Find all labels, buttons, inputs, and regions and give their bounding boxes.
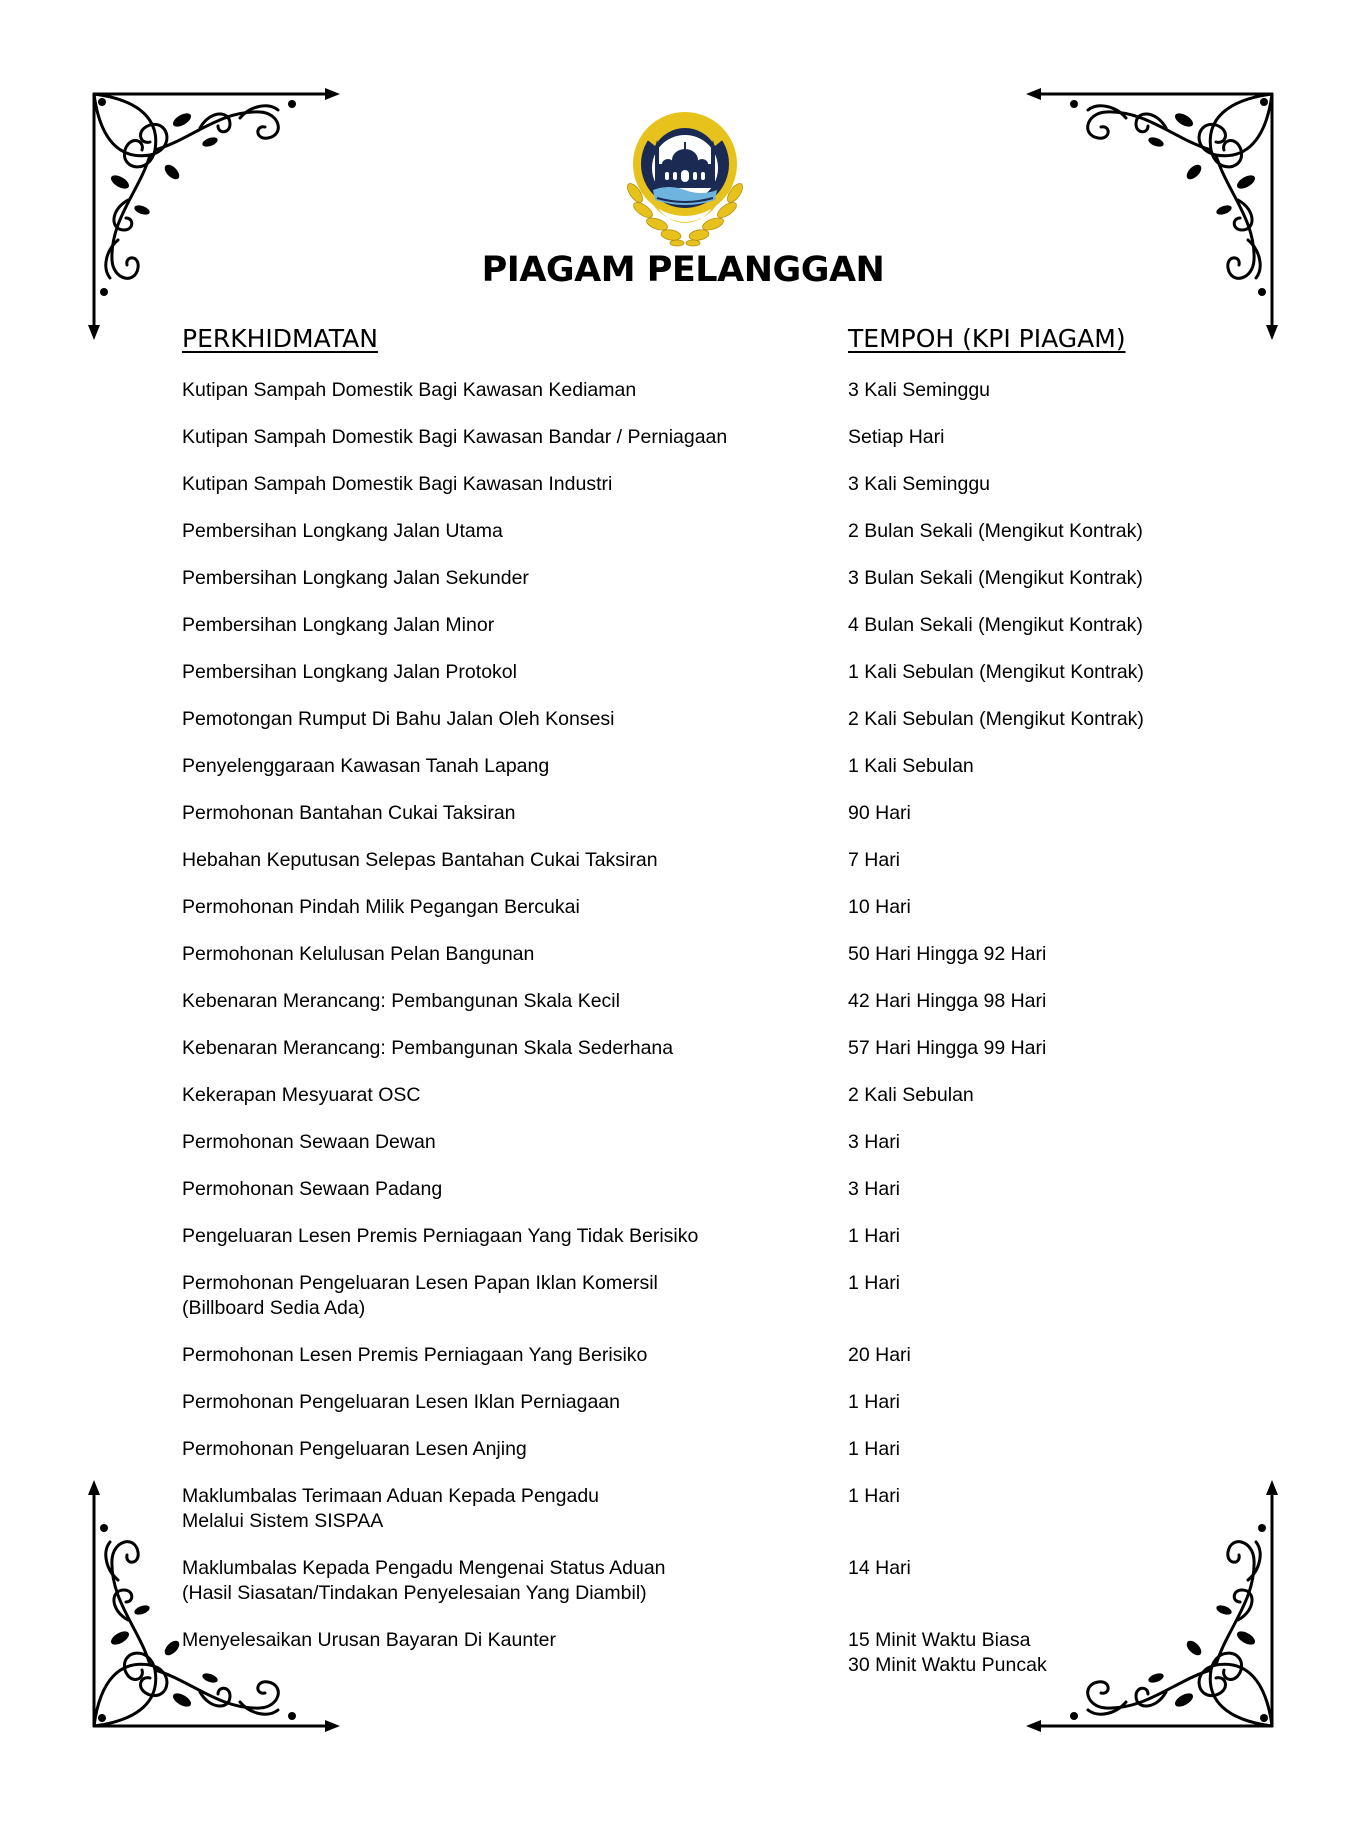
- kpi-text: 1 Hari: [848, 1391, 901, 1413]
- list-item: [0, 1437, 1366, 1462]
- service-text: Pembersihan Longkang Jalan Protokol: [182, 661, 517, 683]
- kpi-text: 57 Hari Hingga 99 Hari: [848, 1037, 1047, 1059]
- service-text: Kebenaran Merancang: Pembangunan Skala Sederhana: [182, 1037, 674, 1059]
- list-item: [0, 1083, 1366, 1108]
- list-item: [0, 1628, 1366, 1676]
- kpi-text: 42 Hari Hingga 98 Hari: [848, 990, 1047, 1012]
- list-item: [0, 519, 1366, 544]
- list-item: [0, 1390, 1366, 1415]
- kpi-text: 3 Hari: [848, 1131, 901, 1153]
- kpi-text: 1 Hari: [848, 1225, 901, 1247]
- service-column-header: PERKHIDMATAN: [182, 324, 378, 353]
- service-text: Permohonan Pindah Milik Pegangan Bercukai: [182, 896, 580, 918]
- kpi-text: 1 Kali Sebulan (Mengikut Kontrak): [848, 661, 1144, 683]
- service-text: Kutipan Sampah Domestik Bagi Kawasan Industri: [182, 473, 613, 495]
- kpi-text: 3 Kali Seminggu: [848, 379, 991, 401]
- kpi-text: 14 Hari: [848, 1557, 911, 1579]
- service-text: Kebenaran Merancang: Pembangunan Skala Kecil: [182, 990, 620, 1012]
- kpi-text: 1 Hari: [848, 1272, 901, 1294]
- floral-corner-ornament-icon: [80, 80, 340, 340]
- page-title: PIAGAM PELANGGAN: [481, 250, 885, 290]
- kpi-text: 4 Bulan Sekali (Mengikut Kontrak): [848, 614, 1143, 636]
- list-item: [0, 472, 1366, 497]
- floral-corner-ornament-icon: [1026, 80, 1286, 340]
- service-text: Permohonan Sewaan Padang: [182, 1178, 443, 1200]
- kpi-column-header: TEMPOH (KPI PIAGAM): [848, 324, 1126, 353]
- kpi-text: 15 Minit Waktu Biasa 30 Minit Waktu Puncak: [848, 1629, 1047, 1676]
- kpi-text: 10 Hari: [848, 896, 911, 918]
- kpi-text: 3 Bulan Sekali (Mengikut Kontrak): [848, 567, 1143, 589]
- kpi-text: 1 Kali Sebulan: [848, 755, 974, 777]
- kpi-text: 20 Hari: [848, 1344, 911, 1366]
- charter-list: [0, 378, 1366, 1675]
- list-item: [0, 1343, 1366, 1368]
- list-item: [0, 707, 1366, 732]
- service-text: Kutipan Sampah Domestik Bagi Kawasan Kediaman: [182, 379, 637, 401]
- list-item: [0, 1271, 1366, 1321]
- list-item: [0, 1130, 1366, 1155]
- council-logo: [615, 98, 755, 248]
- list-item: [0, 613, 1366, 638]
- service-text: Permohonan Bantahan Cukai Taksiran: [182, 802, 516, 824]
- service-text: Maklumbalas Kepada Pengadu Mengenai Status Aduan (Hasil Siasatan/Tindakan Penyelesaian Yang Diambil): [182, 1557, 666, 1604]
- service-text: Pembersihan Longkang Jalan Utama: [182, 520, 503, 542]
- kpi-text: 2 Kali Sebulan: [848, 1084, 974, 1106]
- service-text: Kutipan Sampah Domestik Bagi Kawasan Bandar / Perniagaan: [182, 426, 728, 448]
- list-item: [0, 1177, 1366, 1202]
- list-item: [0, 989, 1366, 1014]
- service-text: Permohonan Lesen Premis Perniagaan Yang Berisiko: [182, 1344, 648, 1366]
- list-item: [0, 848, 1366, 873]
- list-item: [0, 425, 1366, 450]
- service-text: Permohonan Pengeluaran Lesen Anjing: [182, 1438, 527, 1460]
- service-text: Kekerapan Mesyuarat OSC: [182, 1084, 421, 1106]
- service-text: Permohonan Kelulusan Pelan Bangunan: [182, 943, 535, 965]
- service-text: Permohonan Sewaan Dewan: [182, 1131, 436, 1153]
- list-item: [0, 660, 1366, 685]
- service-text: Hebahan Keputusan Selepas Bantahan Cukai Taksiran: [182, 849, 658, 871]
- kpi-text: 1 Hari: [848, 1485, 901, 1507]
- kpi-text: Setiap Hari: [848, 426, 945, 448]
- service-text: Pemotongan Rumput Di Bahu Jalan Oleh Konsesi: [182, 708, 615, 730]
- kpi-text: 2 Kali Sebulan (Mengikut Kontrak): [848, 708, 1144, 730]
- list-item: [0, 378, 1366, 403]
- kpi-text: 1 Hari: [848, 1438, 901, 1460]
- service-text: Pembersihan Longkang Jalan Minor: [182, 614, 495, 636]
- list-item: [0, 566, 1366, 591]
- list-item: [0, 754, 1366, 779]
- kpi-text: 90 Hari: [848, 802, 911, 824]
- mosque-crest-icon: [615, 98, 755, 248]
- list-item: [0, 895, 1366, 920]
- column-headers: [0, 324, 1366, 364]
- service-text: Permohonan Pengeluaran Lesen Iklan Perniagaan: [182, 1391, 620, 1413]
- list-item: [0, 801, 1366, 826]
- list-item: [0, 1556, 1366, 1606]
- kpi-text: 3 Hari: [848, 1178, 901, 1200]
- service-text: Penyelenggaraan Kawasan Tanah Lapang: [182, 755, 550, 777]
- kpi-text: 3 Kali Seminggu: [848, 473, 991, 495]
- list-item: [0, 1224, 1366, 1249]
- service-text: Menyelesaikan Urusan Bayaran Di Kaunter: [182, 1629, 556, 1651]
- list-item: [0, 1484, 1366, 1534]
- list-item: [0, 942, 1366, 967]
- kpi-text: 2 Bulan Sekali (Mengikut Kontrak): [848, 520, 1143, 542]
- service-text: Pembersihan Longkang Jalan Sekunder: [182, 567, 529, 589]
- service-text: Maklumbalas Terimaan Aduan Kepada Pengadu Melalui Sistem SISPAA: [182, 1485, 600, 1532]
- service-text: Pengeluaran Lesen Premis Perniagaan Yang Tidak Berisiko: [182, 1225, 699, 1247]
- kpi-text: 7 Hari: [848, 849, 901, 871]
- list-item: [0, 1036, 1366, 1061]
- service-text: Permohonan Pengeluaran Lesen Papan Iklan Komersil (Billboard Sedia Ada): [182, 1272, 658, 1319]
- kpi-text: 50 Hari Hingga 92 Hari: [848, 943, 1047, 965]
